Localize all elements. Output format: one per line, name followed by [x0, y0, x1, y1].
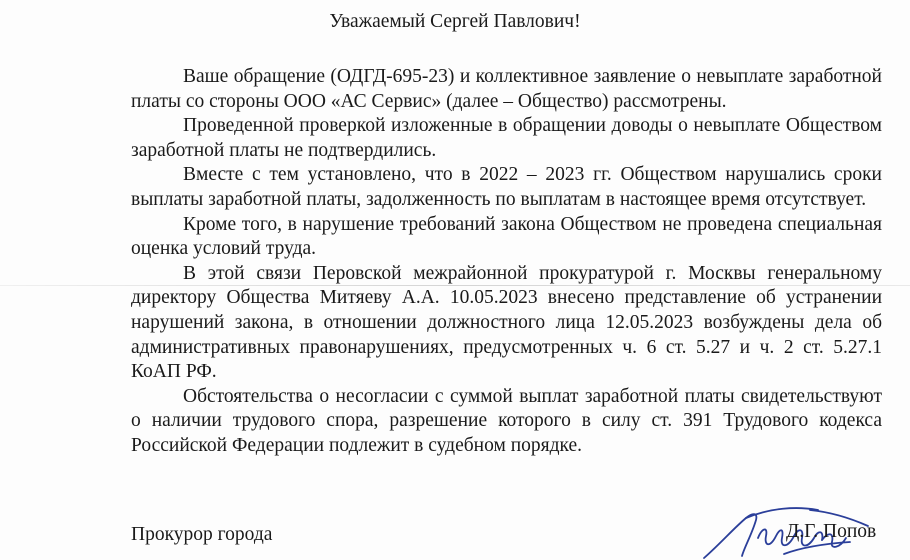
paragraph-measures: В этой связи Перовской межрайонной прокуратурой г. Москвы генеральному директору Общества Митяеву А.А. 10.05.2023 внесено представление об устранении нарушений закона, в отношении должностного лица 12.05.2023 возбуждены дела об административных правонарушениях, предусмотренных ч. 6 ст. 5.27 и ч. 2 ст. 5.27.1 КоАП РФ. — [131, 262, 882, 383]
salutation: Уважаемый Сергей Павлович! — [329, 11, 581, 32]
paragraph-labor-assessment: Кроме того, в нарушение требований закона Обществом не проведена специальная оценка условий труда. — [131, 213, 882, 260]
paragraph-inspection: Проведенной проверкой изложенные в обращении доводы о невыплате Обществом заработной платы не подтвердились. — [131, 115, 882, 161]
letter-body — [131, 65, 882, 459]
signer-title: Прокурор города — [131, 524, 273, 545]
paragraph-findings: Вместе с тем установлено, что в 2022 – 2023 гг. Обществом нарушались сроки выплаты заработной платы, задолженность по выплатам в настоящее время отсутствует. — [131, 164, 882, 210]
paragraph-labor-dispute: Обстоятельства о несогласии с суммой выплат заработной платы свидетельствуют о наличии трудового спора, разрешение которого в силу ст. 391 Трудового кодекса Российской Федерации подлежит в судебном порядке. — [131, 385, 882, 456]
paper-fold-line — [0, 285, 910, 286]
signer-name: Д.Г. Попов — [786, 521, 877, 542]
paragraph-appeal: Ваше обращение (ОДГД-695-23) и коллективное заявление о невыплате заработной платы со стороны ООО «АС Сервис» (далее – Общество) рассмотрены. — [131, 66, 882, 112]
